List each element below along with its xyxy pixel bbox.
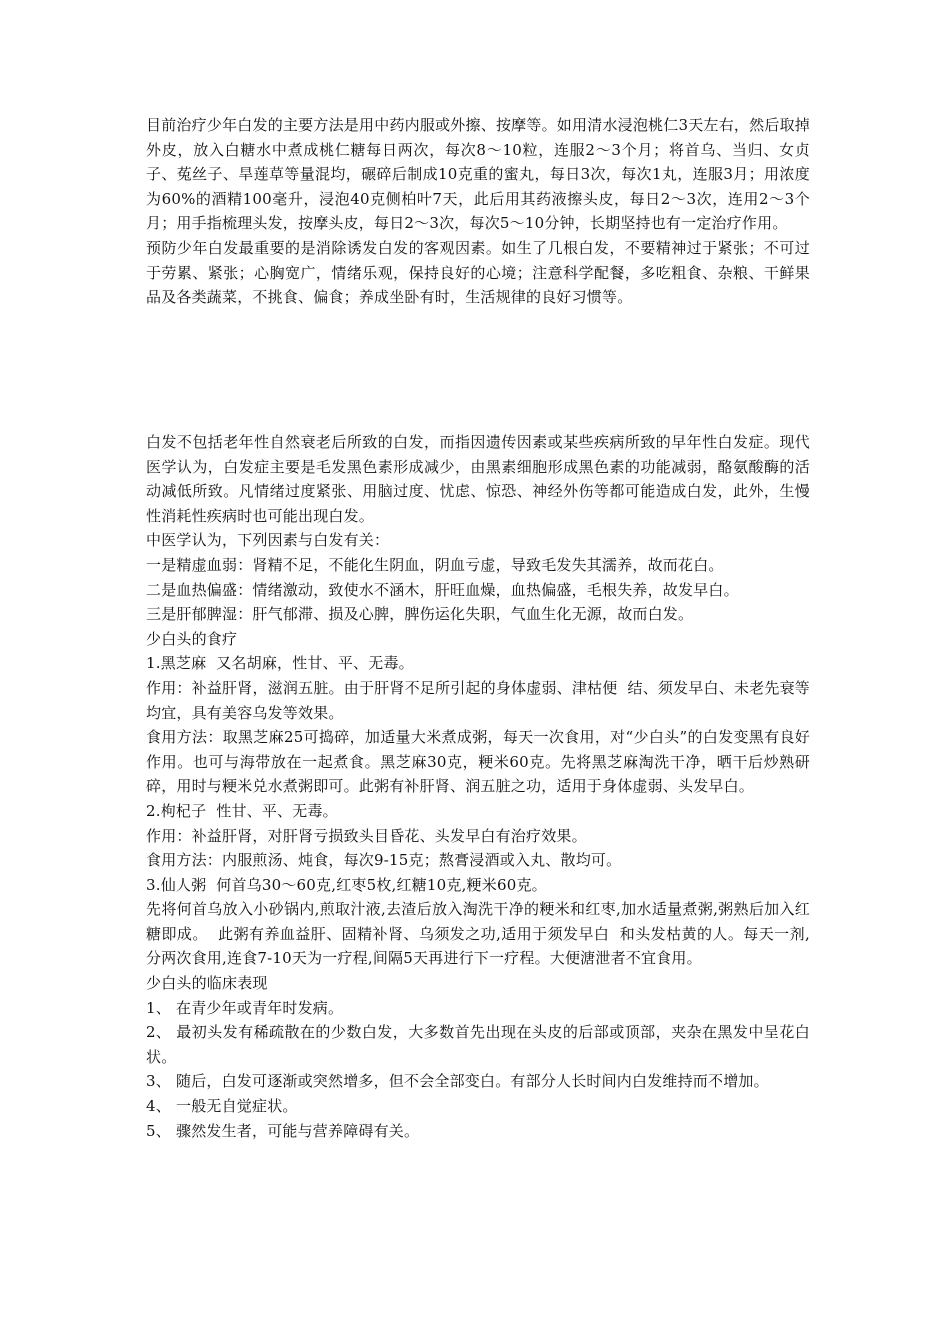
diet-item: 食用方法：内服煎汤、炖食，每次9-15克；熬膏浸酒或入丸、散均可。 [146, 851, 622, 870]
diet-item: 1.黑芝麻 又名胡麻，性甘、平、无毒。 [146, 654, 414, 673]
treatment-paragraph: 目前治疗少年白发的主要方法是用中药内服或外擦、按摩等。如用清水浸泡桃仁3天左右，然后取掉外皮，放入白糖水中煮成桃仁糖每日两次，每次8～10粒，连服2～3个月；将首乌、当归、女贞子、菟丝子、旱莲草等量混均，碾碎后制成10克重的蜜丸，每日3次，每次1丸，连服3月；用浓度为60%的酒精100毫升，浸泡40克侧柏叶7天，此后用其药液擦头皮，每日2～3次，连用2～3个月；用手指梳理头发，按摩头皮，每日2～3次，每次5～10分钟，长期坚持也有一定治疗作用。 [146, 116, 810, 233]
diet-item: 先将何首乌放入小砂锅内,煎取汁液,去渣后放入淘洗干净的粳米和红枣,加水适量煮粥,粥熟后加入红糖即成。 此粥有养血益肝、固精补肾、乌须发之功,适用于须发早白 和头发枯黄的人。每天一剂,分两次食用,连食7-10天为一疗程,间隔5天再进行下一疗程。大便溏泄者不宜食用。 [146, 900, 810, 968]
clinical-item [146, 1069, 810, 1094]
diet-item: 作用：补益肝肾，对肝肾亏损致头目昏花、头发早白有治疗效果。 [146, 826, 587, 845]
diet-item: 食用方法：取黑芝麻25可捣碎，加适量大米煮成粥，每天一次食用，对“少白头”的白发变黑有良好作用。也可与海带放在一起煮食。黑芝麻30克，粳米60克。先将黑芝麻淘洗干净，晒干后炒熟研碎，用时与粳米兑水煮粥即可。此粥有补肝肾、润五脏之功，适用于身体虚弱、头发早白。 [146, 728, 810, 796]
diet-item: 作用：补益肝肾，滋润五脏。由于肝肾不足所引起的身体虚弱、津枯便 结、须发早白、未老先衰等均宜，具有美容乌发等效果。 [146, 678, 810, 722]
clinical-item-text: 随后，白发可逐渐或突然增多，但不会全部变白。有部分人长时间内白发维持而不增加。 [176, 1072, 769, 1091]
clinical-item-number: 4、 [146, 1097, 171, 1116]
clinical-item [146, 1020, 810, 1069]
diet-item: 2.枸杞子 性甘、平、无毒。 [146, 801, 338, 820]
clinical-heading: 少白头的临床表现 [146, 974, 268, 993]
clinical-item [146, 1119, 810, 1144]
intro-paragraph: 白发不包括老年性自然衰老后所致的白发，而指因遗传因素或某些疾病所致的早年性白发症。现代医学认为，白发症主要是毛发黑色素形成减少，由黑素细胞形成黑色素的功能减弱，酪氨酸酶的活动减低所致。凡情绪过度紧张、用脑过度、忧虑、惊恐、神经外伤等都可能造成白发，此外，生慢性消耗性疾病时也可能出现白发。 [146, 433, 810, 525]
clinical-item-number: 5、 [146, 1121, 171, 1140]
clinical-item-text: 一般无自觉症状。 [176, 1097, 298, 1116]
treatment-prevention-section [146, 113, 810, 310]
tcm-heading: 中医学认为，下列因素与白发有关： [146, 531, 390, 550]
clinical-item [146, 1094, 810, 1119]
clinical-item-text: 骤然发生者，可能与营养障碍有关。 [176, 1121, 420, 1140]
diet-item: 3.仙人粥 何首乌30～60克,红枣5枚,红糖10克,粳米60克。 [146, 875, 547, 894]
clinical-item-text: 最初头发有稀疏散在的少数白发，大多数首先出现在头皮的后部或顶部，夹杂在黑发中呈花白状。 [146, 1023, 810, 1066]
white-hair-section [146, 430, 810, 1143]
clinical-item-number: 2、 [146, 1023, 171, 1042]
clinical-item-number: 1、 [146, 998, 171, 1017]
clinical-item-text: 在青少年或青年时发病。 [176, 998, 344, 1017]
clinical-item [146, 996, 810, 1021]
tcm-cause-item: 三是肝郁脾湿：肝气郁滞、损及心脾，脾伤运化失职，气血生化无源，故而白发。 [146, 605, 694, 624]
prevention-paragraph: 预防少年白发最重要的是消除诱发白发的客观因素。如生了几根白发，不要精神过于紧张；不可过于劳累、紧张；心胸宽广，情绪乐观，保持良好的心境；注意科学配餐，多吃粗食、杂粮、干鲜果品及各类蔬菜，不挑食、偏食；养成坐卧有时，生活规律的良好习惯等。 [146, 238, 810, 307]
diet-heading: 少白头的食疗 [146, 629, 238, 648]
tcm-cause-item: 一是精虚血弱：肾精不足，不能化生阴血，阴血亏虚，导致毛发失其濡养，故而花白。 [146, 555, 724, 574]
tcm-cause-item: 二是血热偏盛：情绪激动，致使水不涵木，肝旺血燥，血热偏盛，毛根失养，故发早白。 [146, 580, 739, 599]
clinical-item-number: 3、 [146, 1072, 171, 1091]
